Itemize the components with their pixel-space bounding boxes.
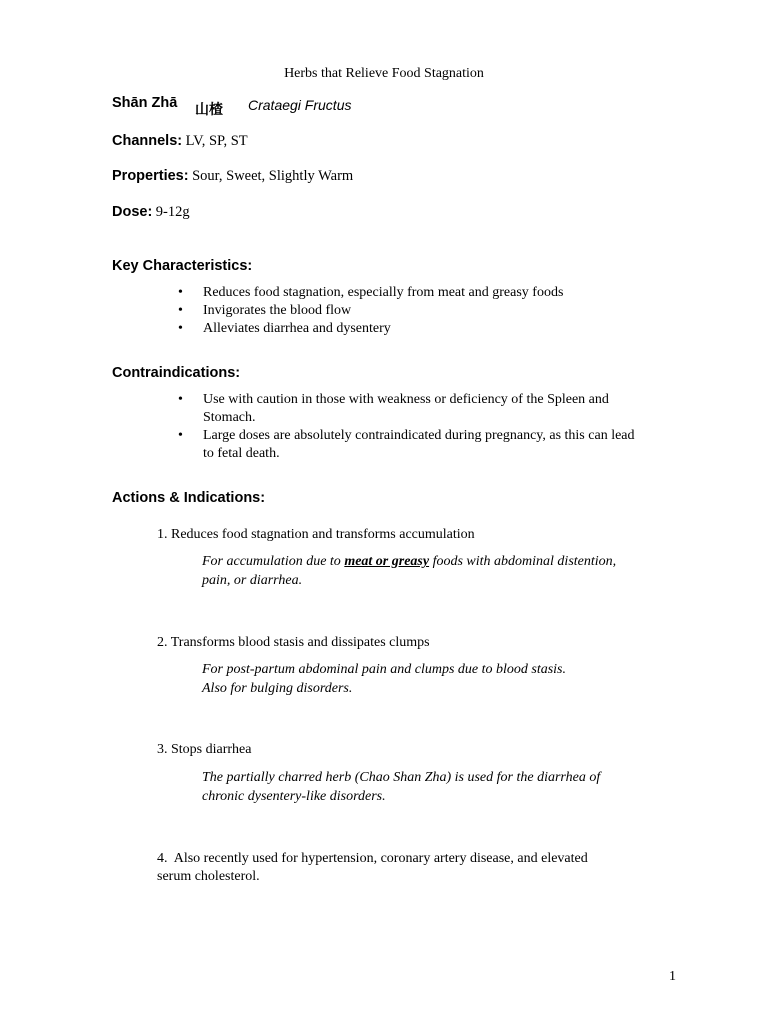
action-item-1-title [157,527,475,543]
properties-label: Properties: [112,168,189,184]
bullet-icon: • [178,428,183,443]
list-item: • Alleviates diarrhea and dysentery [178,321,391,336]
action-title: Stops diarrhea [171,742,252,757]
contraindications-list [178,391,648,463]
list-item: • Large doses are absolutely contraindicated during pregnancy, as this can lead to fetal death. [178,428,635,461]
page-title: Herbs that Relieve Food Stagnation [284,66,484,81]
action-number: 4. [157,851,168,866]
action-item-3-title [157,742,251,758]
action-title: Transforms blood stasis and dissipates clumps [170,635,430,650]
action-item-1-description: For accumulation due to meat or greasy foods with abdominal distention, pain, or diarrhea. [202,554,617,588]
key-characteristics-list [178,284,658,338]
channels-row [112,133,248,150]
action-item-3-description: The partially charred herb (Chao Shan Zha) is used for the diarrhea of chronic dysentery-like disorders. [202,770,601,804]
contraindications-heading: Contraindications: [112,365,241,381]
bullet-icon: • [178,285,183,300]
channels-value: LV, SP, ST [185,133,248,149]
bullet-icon: • [178,392,183,407]
dose-label: Dose: [112,204,153,220]
action-number: 2. [157,635,168,650]
action-number: 1. [157,527,168,542]
channels-label: Channels: [112,133,183,149]
action-title: Reduces food stagnation and transforms accumulation [171,527,475,542]
herb-chinese: 山楂 [195,102,223,118]
action-number: 3. [157,742,168,757]
bullet-icon: • [178,303,183,318]
key-characteristics-heading: Key Characteristics: [112,258,253,274]
list-item: • Reduces food stagnation, especially from meat and greasy foods [178,285,564,300]
list-item: • Invigorates the blood flow [178,303,352,318]
dose-row [112,204,190,221]
actions-indications-heading: Actions & Indications: [112,490,266,506]
action-item-2-description: For post-partum abdominal pain and clumps due to blood stasis. Also for bulging disorders. [202,662,567,696]
properties-row [112,168,353,185]
herb-pinyin: Shān Zhā [112,95,178,111]
page-number: 1 [669,969,676,984]
action-item-4-title: 4. Also recently used for hypertension, coronary artery disease, and elevated serum cholesterol. [157,851,588,884]
bullet-icon: • [178,321,183,336]
list-item: • Use with caution in those with weakness or deficiency of the Spleen and Stomach. [178,392,609,425]
properties-value: Sour, Sweet, Slightly Warm [192,168,354,184]
dose-value: 9-12g [155,204,190,220]
action-item-2-title [157,635,430,651]
emphasized-text: meat or greasy [344,554,430,569]
herb-latin-name: Crataegi Fructus [248,97,352,113]
